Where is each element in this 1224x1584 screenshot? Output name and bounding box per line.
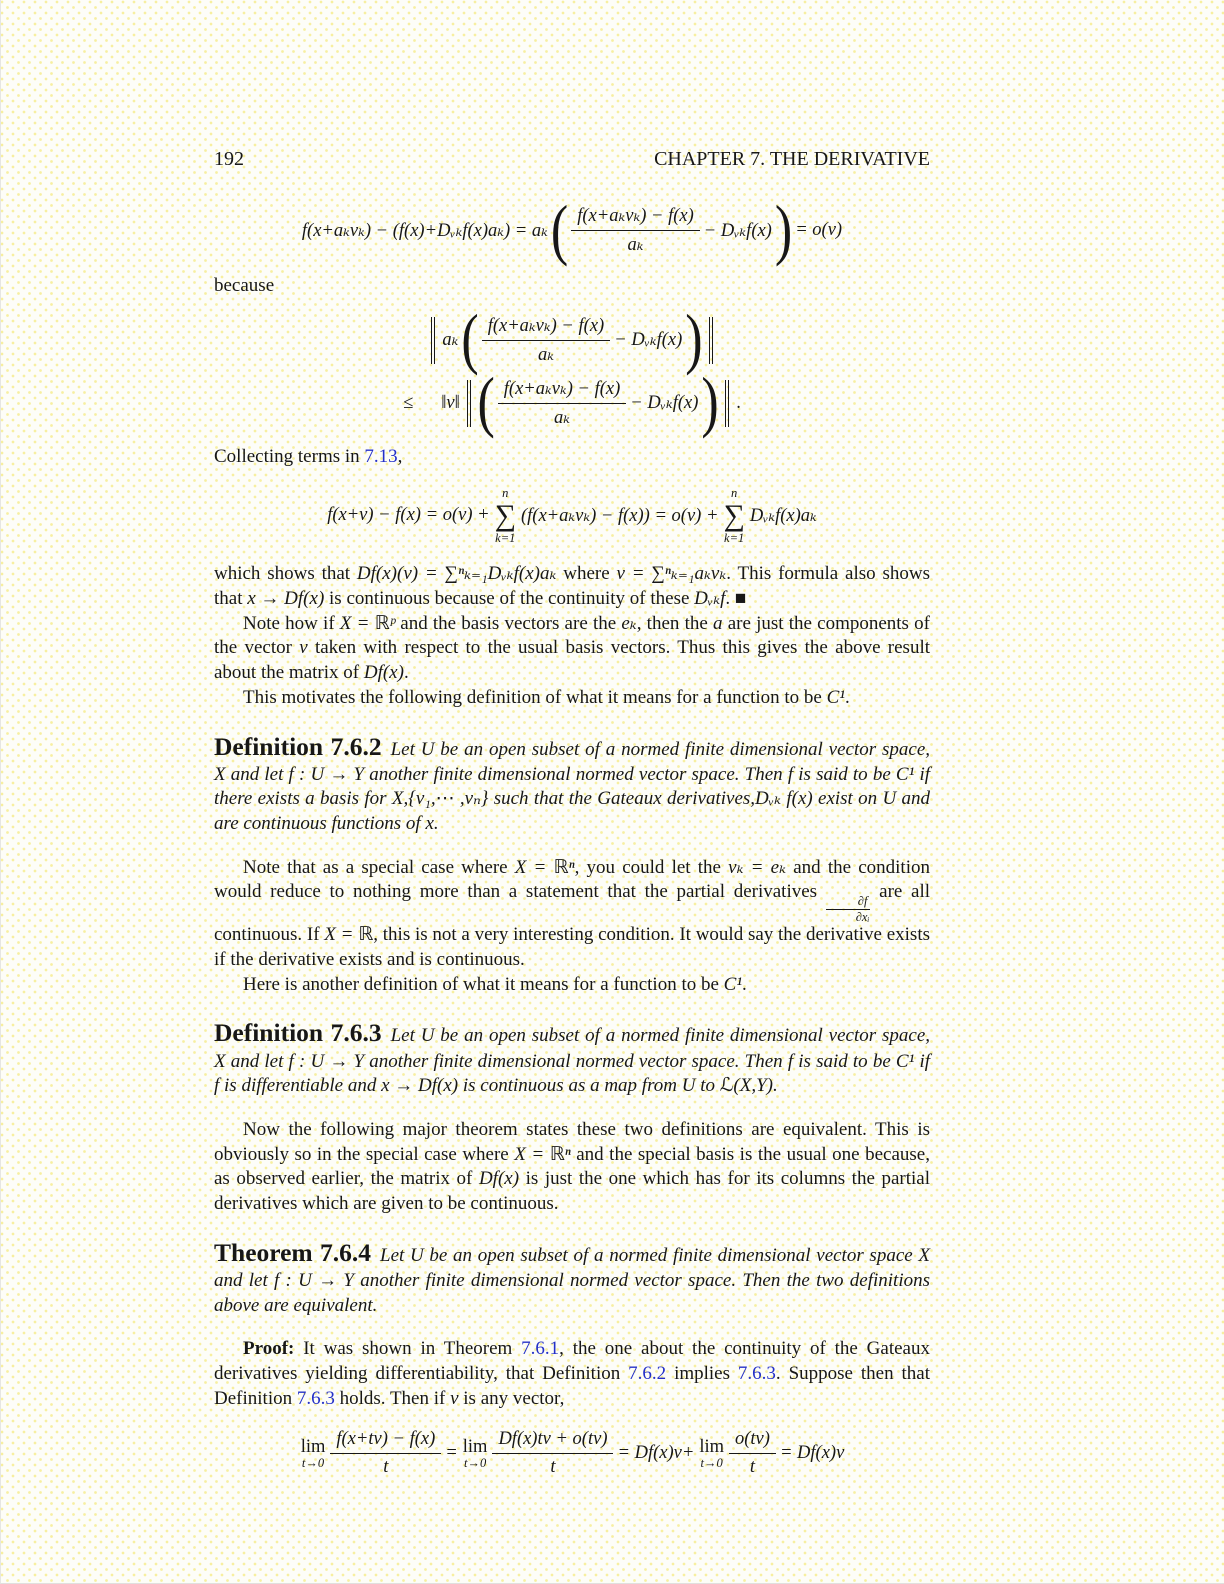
definition-7-6-3	[214, 1016, 930, 1099]
fraction	[482, 315, 611, 366]
fraction-denominator: t	[330, 1453, 441, 1478]
sigma-symbol: ∑	[494, 498, 516, 532]
inline-fraction: $\frac{\partial f}{\text{∂xᵢ}}$	[826, 895, 871, 923]
paragraph-note-how	[214, 612, 930, 686]
text-run: Here is another definition of what it means for a function to be	[243, 973, 724, 995]
text-run: taken with respect to the usual basis vectors. Thus this gives the above result about the matrix of	[214, 637, 930, 684]
text-run: are just the components of the vector	[214, 612, 930, 659]
math-run: X = ℝⁿ	[514, 1143, 571, 1165]
fraction-numerator: f(x+aₖvₖ) − f(x)	[577, 206, 694, 226]
math-run: X = ℝ	[324, 924, 374, 946]
lim-subscript: t→0	[463, 1455, 487, 1470]
paragraph-note-special-case	[214, 856, 930, 973]
fraction-denominator: aₖ	[571, 230, 700, 256]
equation-sum-decomposition	[214, 487, 930, 544]
fraction-denominator: t	[729, 1453, 776, 1478]
text-run: and the special basis is the usual one because, as observed earlier, the matrix of	[214, 1143, 930, 1190]
fraction	[571, 205, 700, 256]
text-run: is any vector,	[458, 1387, 565, 1409]
math-run: Dᵥₖf(x)aₖ	[749, 505, 817, 526]
sigma-symbol: ∑	[723, 498, 745, 532]
ref-link[interactable]: 7.6.3	[296, 1387, 335, 1409]
ref-link[interactable]: 7.6.2	[628, 1362, 667, 1384]
fraction-numerator: f(x+aₖvₖ) − f(x)	[503, 378, 621, 399]
text-run: .	[844, 686, 850, 708]
math-run: = o(v)	[795, 220, 843, 240]
summation	[723, 487, 744, 544]
text-run: .	[403, 662, 409, 684]
text-run: and the condition would reduce to nothing more than a statement that the partial derivatives	[214, 856, 930, 903]
leq-sign: ≤	[403, 392, 414, 413]
text-run: It was shown in Theorem	[294, 1338, 522, 1360]
text-run: , you could let the	[574, 856, 729, 878]
math-run: = Df(x)v+	[617, 1443, 695, 1464]
fraction	[498, 378, 627, 429]
math-run: eₖ	[621, 612, 637, 634]
text-run: Note how if	[243, 612, 340, 634]
fraction-numerator: f(x+aₖvₖ) − f(x)	[487, 315, 605, 336]
norm-inequality-line1: aₖ ( $\frac{\text{f(x+aₖvₖ) − f(x)}}{\text{aₖ}}$ − Dᵥₖf(x) )	[426, 315, 718, 366]
theorem-label: Theorem 7.6.4	[214, 1237, 371, 1267]
text-run: This motivates the following definition of what it means for a function to be	[243, 686, 827, 708]
text-run: ,	[397, 445, 403, 467]
definition-body: Let U be an open subset of a normed finite dimensional vector space, X and let f : U → Y another finite dimensional normed vector space. Then f is said to be C¹ if f is differentiable and x → Df(x) is continuous as a map from U to ℒ(X,Y).	[214, 1025, 930, 1097]
math-run: C¹	[826, 686, 845, 708]
paragraph-here-another	[214, 973, 930, 998]
text-run: , this is not a very interesting condition. It would say the derivative exists if the derivative exists and is continuous.	[214, 924, 930, 971]
math-run: Df(x)(v) = ∑ⁿₖ₌₁Dᵥₖf(x)aₖ	[356, 563, 557, 585]
text-run: . This formula also shows that	[214, 563, 930, 610]
lim-subscript: t→0	[301, 1455, 325, 1470]
lim-subscript: t→0	[700, 1455, 723, 1470]
sum-lower-limit: k=1	[724, 530, 745, 545]
math-run: Df(x)	[363, 662, 404, 684]
definition-label: Definition 7.6.3	[214, 1018, 382, 1048]
bold-label: Proof:	[243, 1338, 295, 1360]
text-run: Note that as a special case where	[243, 856, 515, 878]
double-norm-bar	[467, 380, 472, 427]
limit	[463, 1438, 488, 1471]
equation-limit-derivative	[214, 1429, 930, 1478]
math-run: C¹	[723, 973, 743, 995]
lim-symbol: lim	[300, 1436, 326, 1457]
definition-label: Definition 7.6.2	[214, 731, 382, 761]
summation	[495, 487, 516, 544]
text-run: Collecting terms in	[214, 445, 365, 467]
text-run: which shows that	[214, 563, 357, 585]
fraction-denominator: aₖ	[498, 403, 627, 429]
sum-lower-limit: k=1	[495, 530, 516, 545]
lim-symbol: lim	[699, 1436, 724, 1457]
math-run: ‖v‖	[441, 392, 460, 413]
text-run: is just the one which has for its columns the partial derivatives which are given to be continuous.	[214, 1168, 930, 1215]
chapter-title: CHAPTER 7. THE DERIVATIVE	[654, 148, 930, 170]
limit	[699, 1438, 724, 1471]
ref-link[interactable]: 7.6.1	[521, 1338, 560, 1360]
text-run: .	[742, 973, 747, 995]
fraction-numerator: Df(x)tv + o(tv)	[498, 1429, 608, 1450]
text-run: , the one about the continuity of the Gateaux derivatives yielding differentiability, that Definition	[214, 1338, 930, 1384]
fraction	[729, 1429, 776, 1478]
math-run: − Dᵥₖf(x)	[614, 330, 683, 351]
math-run: v	[299, 637, 308, 659]
fraction-numerator: o(tv)	[735, 1429, 770, 1450]
math-run: (f(x+aₖvₖ) − f(x)) = o(v) +	[520, 505, 719, 526]
ref-link[interactable]: 7.6.3	[737, 1362, 776, 1384]
page-content	[214, 0, 930, 1478]
math-run: f(x+aₖvₖ) − (f(x)+Dᵥₖf(x)aₖ) = aₖ	[301, 220, 548, 241]
norm-inequality-line2: ≤ ‖v‖ ( $\frac{\text{f(x+aₖvₖ) − f(x)}}{\text{aₖ}}$ − Dᵥₖf(x) ) .	[403, 365, 741, 440]
math-run: Df(x)	[478, 1168, 520, 1190]
sum-upper-limit: n	[502, 486, 509, 501]
math-run: x → Df(x)	[247, 588, 325, 610]
text-run: Now the following major theorem states these two definitions are equivalent. This is obviously so in the special case where	[214, 1118, 930, 1165]
double-norm-bar	[431, 317, 436, 364]
fraction-denominator: aₖ	[482, 340, 611, 366]
math-run: − Dᵥₖf(x)	[703, 220, 772, 241]
math-run: X = ℝᵖ	[339, 612, 396, 634]
math-run: f(x+v) − f(x) = o(v) +	[327, 505, 490, 526]
fraction-numerator: f(x+tv) − f(x)	[336, 1429, 436, 1450]
definition-body: Let U be an open subset of a normed finite dimensional vector space, X and let f : U → Y another finite dimensional normed vector space. Then f is said to be C¹ if there exists a basis for X,{v₁,⋯ ,vₙ} such that the Gateaux derivatives,Dᵥₖ f(x) exist on U and are continuous functions of x.	[214, 738, 930, 835]
text-run: and the basis vectors are the	[395, 612, 622, 634]
fraction	[330, 1429, 441, 1478]
equals-sign: =	[445, 1443, 458, 1464]
text-run: holds. Then if	[334, 1387, 451, 1409]
running-header	[214, 148, 930, 171]
paragraph-proof	[214, 1337, 930, 1411]
text-run: are all continuous. If	[214, 881, 931, 946]
equation-linearization: f(x+aₖvₖ) − (f(x)+Dᵥₖf(x)aₖ) = aₖ ( $\frac{\text{f(x+aₖvₖ) − f(x)}}{\text{aₖ}}$ − Dᵥₖf(x) ) = o(v)	[301, 192, 843, 267]
sum-upper-limit: n	[731, 486, 738, 501]
theorem-7-6-4	[214, 1236, 930, 1319]
text-run: , then the	[636, 612, 713, 634]
limit	[301, 1438, 326, 1471]
period: .	[736, 392, 741, 413]
text-run: . Suppose then that Definition	[214, 1362, 930, 1409]
paragraph-collecting-terms	[214, 445, 930, 470]
equation-norm-inequality	[214, 302, 930, 440]
lim-symbol: lim	[462, 1436, 488, 1457]
text-run: implies	[666, 1362, 738, 1384]
math-run: − Dᵥₖf(x)	[630, 393, 699, 414]
math-run: vₖ = eₖ	[728, 856, 787, 878]
math-run: v	[450, 1387, 459, 1409]
text-run: is continuous because of the continuity of these	[324, 588, 695, 610]
paragraph-now-following	[214, 1118, 930, 1217]
math-run: aₖ	[442, 330, 459, 351]
math-run: Dᵥₖf	[694, 588, 726, 610]
ref-link[interactable]: 7.13	[364, 445, 398, 467]
fraction	[492, 1429, 613, 1478]
math-run: = Df(x)v	[779, 1443, 845, 1464]
fraction-denominator: t	[492, 1453, 613, 1478]
math-run: X = ℝⁿ	[514, 856, 575, 878]
text-run: where	[556, 563, 617, 585]
theorem-body: Let U be an open subset of a normed finite dimensional vector space X and let f : U → Y another finite dimensional normed vector space. Then the two definitions above are equivalent.	[214, 1244, 930, 1316]
paragraph-motivates	[214, 686, 930, 711]
math-run: a	[713, 612, 723, 634]
double-norm-bar	[725, 380, 730, 427]
double-norm-bar	[709, 317, 714, 364]
paragraph-which-shows	[214, 562, 930, 611]
math-run: v = ∑ⁿₖ₌₁aₖvₖ	[616, 563, 727, 585]
page-number: 192	[214, 148, 244, 170]
definition-7-6-2	[214, 730, 930, 837]
paragraph-because: because	[214, 275, 275, 296]
text-run: . ■	[725, 588, 747, 610]
